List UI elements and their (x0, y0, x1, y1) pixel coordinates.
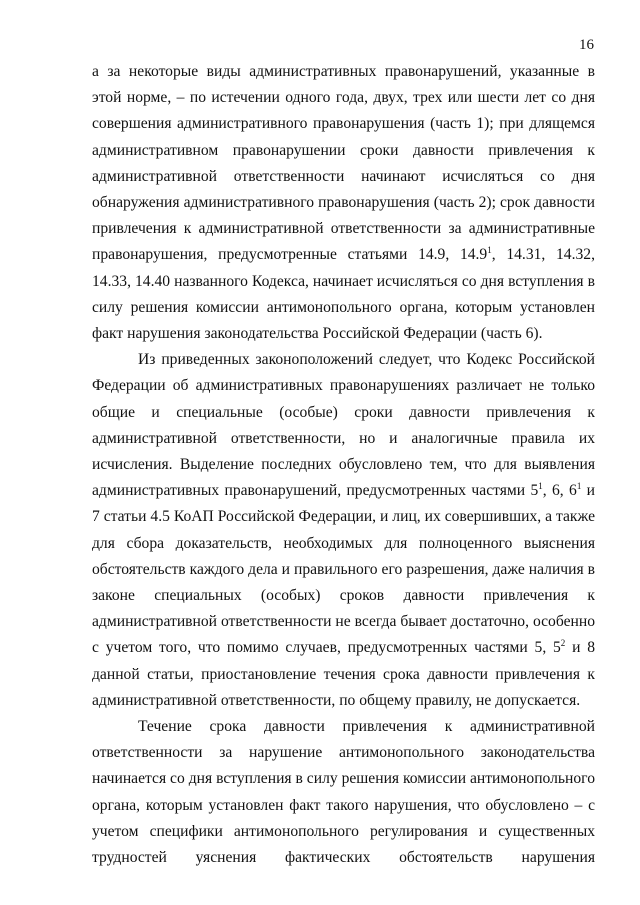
text-run: Из приведенных законоположений следует, что Кодекс Российской Федерации об административных правонарушениях различает не только общие и специальные (особые) сроки давности привлечения к административной ответственности, но и аналогичные правила их исчисления. Выделение последних обусловлено тем, что для выявления административных правонарушений, предусмотренных частями 5 (92, 351, 595, 500)
superscript-index: 2 (560, 638, 566, 649)
text-run: а за некоторые виды административных правонарушений, указанные в этой норме, – по истечении одного года, двух, трех или шести лет со дня совершения административного правонарушения (часть 1); при длящемся административном правонарушении сроки давности привлечения к административной ответственности начинают исчисляться со дня обнаружения административного правонарушения (часть 2); срок давности привлечения к административной ответственности за административные правонарушения, предусмотренные статьями 14.9, 14.9 (92, 63, 595, 264)
superscript-index: 1 (538, 481, 543, 492)
superscript-index: 1 (487, 245, 492, 256)
text-run: , 6, 6 (542, 482, 577, 500)
paragraph-2 (92, 347, 595, 714)
superscript-index: 1 (576, 481, 582, 492)
text-run: и 8 данной статьи, приостановление течения срока давности привлечения к административной ответственности, по общему правилу, не допускается. (92, 639, 595, 709)
text-run: и 7 статьи 4.5 КоАП Российской Федерации, и лиц, их совершивших, а также для сбора доказательств, необходимых для полноценного выяснения обстоятельств каждого дела и правильного его разрешения, даже наличия в законе специальных (особых) сроков давности привлечения к административной ответственности не всегда бывает достаточно, особенно с учетом того, что помимо случаев, предусмотренных частями 5, 5 (92, 482, 595, 657)
page-number: 16 (579, 37, 594, 53)
text-run: Течение срока давности привлечения к административной ответственности за нарушение антимонопольного законодательства начинается со дня вступления в силу решения комиссии антимонопольного органа, которым установлен факт такого нарушения, что обусловлено – с учетом специфики антимонопольного регулирования и существенных трудностей уяснения фактических обстоятельств нарушения (92, 718, 595, 867)
document-body (92, 59, 595, 871)
text-run: , 14.31, 14.32, 14.33, 14.40 названного Кодекса, начинает исчисляться со дня вступления в силу решения комиссии антимонопольного органа, которым установлен факт нарушения законодательства Российской Федерации (часть 6). (92, 246, 595, 343)
paragraph-3 (92, 714, 595, 871)
paragraph-1 (92, 59, 595, 347)
